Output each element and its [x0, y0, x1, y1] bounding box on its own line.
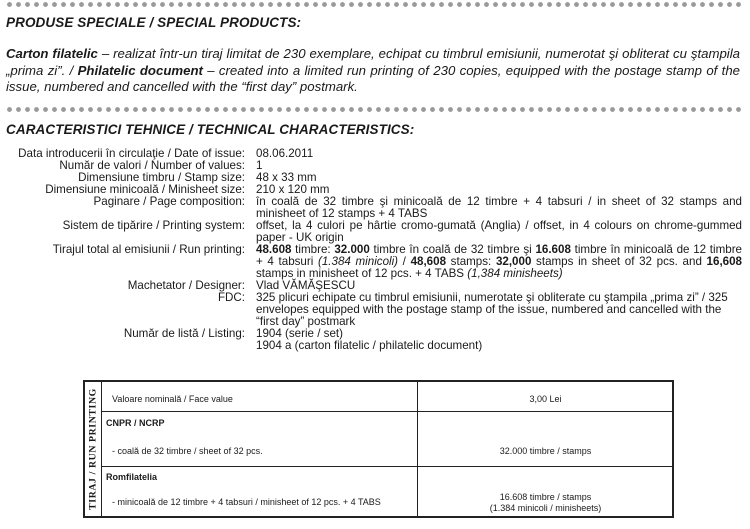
listing-document: 1904 a (carton filatelic / philatelic document)	[256, 339, 483, 352]
run-text: timbre în coală de 32 timbre şi	[369, 243, 536, 256]
spec-label: Dimensiune timbru / Stamp size:	[78, 171, 245, 184]
spec-value: 48 x 33 mm	[256, 171, 317, 184]
romfilatelia-item: - minicoală de 12 timbre + 4 tabsuri / minisheet of 12 pcs. + 4 TABS	[112, 497, 381, 507]
spec-row-run-printing	[6, 244, 742, 280]
technical-heading: CARACTERISTICI TEHNICE / TECHNICAL CHARACTERISTICS:	[6, 122, 415, 137]
run-minisheets: (1,384 minisheets)	[467, 267, 563, 280]
spec-label: Sistem de tipărire / Printing system:	[62, 219, 245, 232]
spec-value	[256, 328, 742, 352]
spec-value: 210 x 120 mm	[256, 183, 330, 196]
spec-value: Vlad VĂMĂŞESCU	[256, 279, 356, 292]
special-products-description	[6, 46, 740, 96]
en-product-title: Philatelic document	[77, 62, 203, 78]
spec-label: Data introducerii în circulaţie / Date of issue:	[18, 147, 245, 160]
table-row-divider	[101, 466, 672, 467]
run-minisheet-ro: 16.608	[535, 243, 571, 256]
run-printing-side-label-cell	[85, 382, 102, 516]
spec-value: 1	[256, 159, 263, 172]
spec-value: 325 plicuri echipate cu timbrul emisiunii, numerotate şi obliterate cu ştampila „prima zi” / 325 envelopes equipped with the postage stamp of the issue, numbered and cancelled with the “first day” postmark	[256, 291, 728, 328]
spec-row-listing	[6, 328, 742, 352]
cnpr-item: - coală de 32 timbre / sheet of 32 pcs.	[112, 446, 263, 456]
romfilatelia-value-stamps: 16.608 timbre / stamps	[499, 492, 592, 502]
run-text: stamps in minisheet of 12 pcs. + 4 TABS	[256, 267, 468, 280]
spec-row-fdc	[6, 292, 742, 328]
run-text: stamps in sheet of 32 pcs. and	[531, 255, 707, 268]
run-minisheet-en: 16,608	[706, 255, 743, 268]
romfilatelia-value-minisheets: (1.384 minicoli / minisheets)	[489, 503, 602, 513]
spec-value: în coală de 32 timbre şi minicoală de 12 timbre + 4 tabsuri / in sheet of 32 stamps and minisheet of 12 stamps + 4 TABS	[256, 195, 742, 220]
run-sheet-ro: 32.000	[334, 243, 370, 256]
cnpr-value: 32.000 timbre / stamps	[499, 446, 592, 456]
run-printing-table	[83, 380, 674, 518]
spec-label: FDC:	[217, 291, 245, 304]
face-value: 3,00 Lei	[529, 394, 562, 404]
run-sheet-en: 32,000	[495, 255, 532, 268]
table-row-divider	[101, 411, 672, 412]
cnpr-title: CNPR / NCRP	[106, 418, 165, 428]
spec-label: Număr de valori / Number of values:	[59, 159, 245, 172]
middle-dotted-divider	[5, 106, 743, 113]
ro-product-title: Carton filatelic	[6, 46, 98, 61]
spec-row-printing-system	[6, 220, 742, 244]
spec-label: Tirajul total al emisiunii / Run printing:	[52, 243, 245, 256]
technical-spec-list	[6, 148, 742, 352]
table-column-divider	[417, 382, 418, 516]
top-dotted-divider	[5, 1, 743, 8]
run-text: stamps:	[446, 255, 496, 268]
romfilatelia-title: Romfilatelia	[106, 472, 158, 482]
listing-set: 1904 (serie / set)	[256, 327, 343, 340]
spec-label: Paginare / Page composition:	[93, 195, 245, 208]
spec-value: offset, la 4 culori pe hârtie cromo-gumată (Anglia) / offset, in 4 colours on chrome-gummed paper - UK origin	[256, 219, 742, 244]
spec-value	[256, 244, 742, 280]
run-text: timbre:	[291, 243, 335, 256]
ro-product-text: – realizat într-un tiraj limitat de 230 exemplare, echipat cu timbrul emisiunii, numerotat şi obliterat cu ştampila „prima zi”. /	[6, 46, 740, 78]
en-product-text: – created into a limited run printing of 230 copies, equipped with the postage stamp of the issue, numbered and cancelled with the “first day” postmark.	[6, 62, 740, 94]
face-value-label: Valoare nominală / Face value	[112, 394, 233, 404]
run-minicoli: (1.384 minicoli)	[317, 255, 399, 268]
spec-row-page-composition	[6, 196, 742, 220]
special-products-heading: PRODUSE SPECIALE / SPECIAL PRODUCTS:	[6, 15, 302, 30]
run-printing-side-label: TIRAJ / RUN PRINTING	[87, 388, 99, 510]
run-text: /	[398, 255, 411, 268]
run-total-ro: 48.608	[256, 243, 292, 256]
romfilatelia-value	[419, 492, 672, 514]
spec-label: Machetator / Designer:	[127, 279, 245, 292]
spec-label: Dimensiune minicoală / Minisheet size:	[45, 183, 245, 196]
spec-label: Număr de listă / Listing:	[123, 327, 245, 340]
run-total-en: 48,608	[410, 255, 447, 268]
spec-value: 08.06.2011	[256, 147, 314, 160]
run-text: timbre în minicoală de 12 timbre + 4 tabsuri	[256, 243, 743, 268]
